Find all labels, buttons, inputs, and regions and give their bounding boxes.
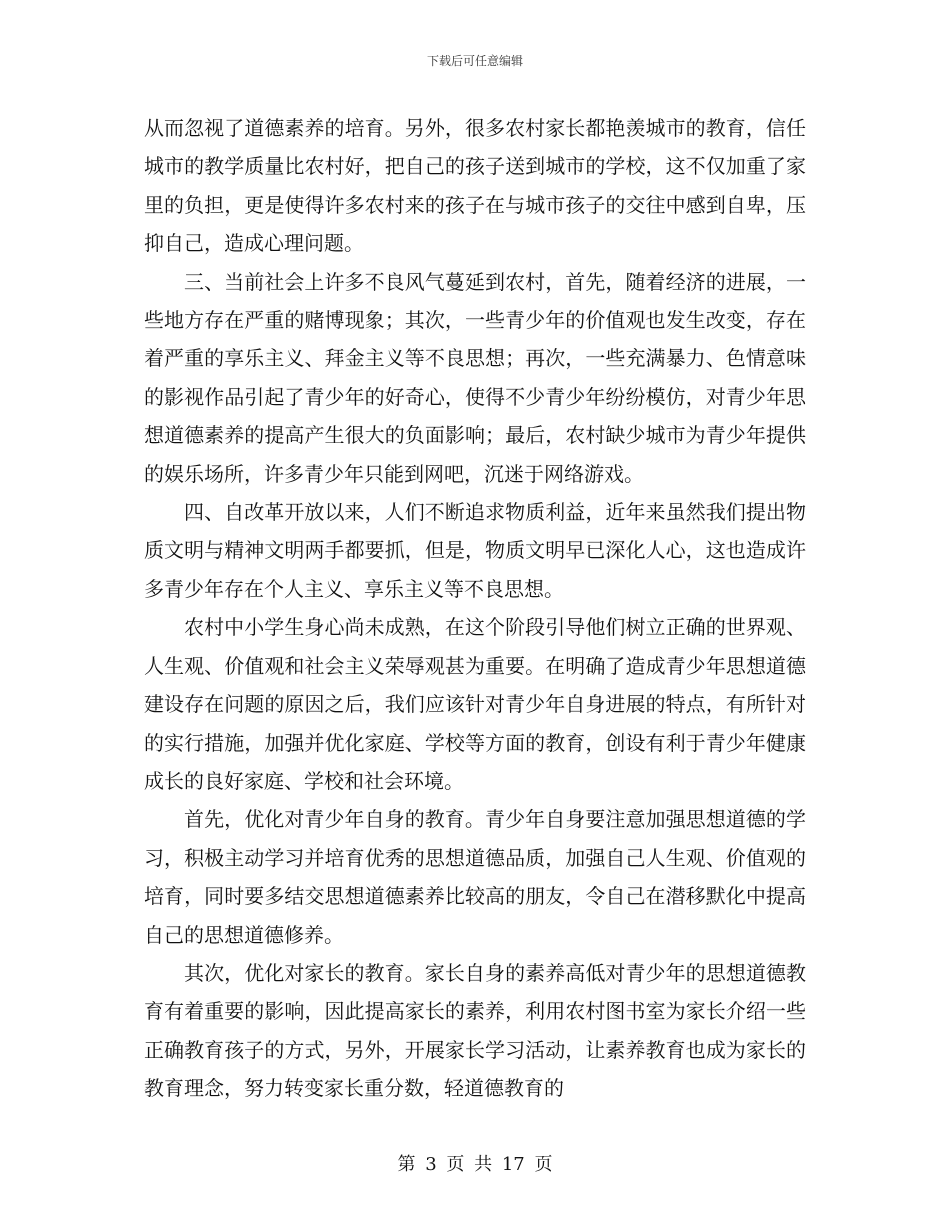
paragraph-1: 从而忽视了道德素养的培育。另外，很多农村家长都艳羡城市的教育，信任城市的教学质量比农村好，把自己的孩子送到城市的学校，这不仅加重了家里的负担，更是使得许多农村来的孩子在与城市孩子的交往中感到自卑，压抑自己，造成心理问题。 [144, 116, 806, 256]
paragraph-4: 农村中小学生身心尚未成熟，在这个阶段引导他们树立正确的世界观、人生观、价值观和社会主义荣辱观甚为重要。在明确了造成青少年思想道德建设存在问题的原因之后，我们应该针对青少年自身进展的特点，有所针对的实行措施，加强并优化家庭、学校等方面的教育，创设有利于青少年健康成长的良好家庭、学校和社会环境。 [144, 615, 806, 793]
document-body [144, 109, 806, 1108]
page-header-note: 下载后可任意编辑 [426, 54, 523, 68]
paragraph-3: 四、自改革开放以来，人们不断追求物质利益，近年来虽然我们提出物质文明与精神文明两手都要抓，但是，物质文明早已深化人心，这也造成许多青少年存在个人主义、享乐主义等不良思想。 [144, 500, 806, 601]
paragraph-2: 三、当前社会上许多不良风气蔓延到农村，首先，随着经济的进展，一些地方存在严重的赌博现象；其次，一些青少年的价值观也发生改变，存在着严重的享乐主义、拜金主义等不良思想；再次，一些充满暴力、色情意味的影视作品引起了青少年的好奇心，使得不少青少年纷纷模仿，对青少年思想道德素养的提高产生很大的负面影响；最后，农村缺少城市为青少年提供的娱乐场所，许多青少年只能到网吧，沉迷于网络游戏。 [144, 269, 806, 486]
paragraph-5: 首先，优化对青少年自身的教育。青少年自身要注意加强思想道德的学习，积极主动学习并培育优秀的思想道德品质，加强自己人生观、价值观的培育，同时要多结交思想道德素养比较高的朋友，令自己在潜移默化中提高自己的思想道德修养。 [144, 807, 806, 947]
paragraph-6: 其次，优化对家长的教育。家长自身的素养高低对青少年的思想道德教育有着重要的影响，因此提高家长的素养，利用农村图书室为家长介绍一些正确教育孩子的方式，另外，开展家长学习活动，让素养教育也成为家长的教育理念，努力转变家长重分数，轻道德教育的 [144, 960, 806, 1101]
page-number: 第 3 页 共 17 页 [397, 1154, 553, 1175]
